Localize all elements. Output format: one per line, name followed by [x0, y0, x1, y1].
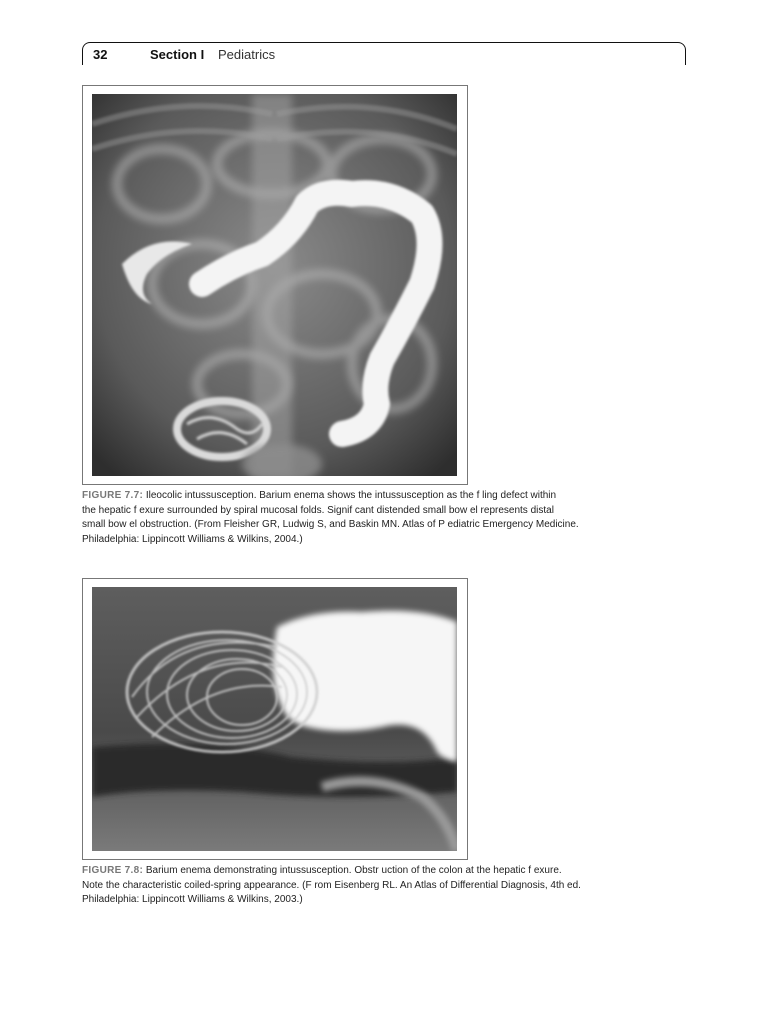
figure-7-8-frame — [82, 578, 468, 860]
figure-7-7-caption — [82, 489, 682, 547]
caption-line: Note the characteristic coiled-spring appearance. (F rom Eisenberg RL. An Atlas of Differential Diagnosis, 4th ed. — [82, 879, 581, 891]
page-number: 32 — [93, 47, 108, 62]
caption-line: small bow el obstruction. (From Fleisher GR, Ludwig S, and Baskin MN. Atlas of P ediatric Emergency Medicine. — [82, 519, 579, 530]
caption-line: the hepatic f exure surrounded by spiral mucosal folds. Signif cant distended small bow el represents distal — [82, 504, 554, 516]
caption-line — [82, 864, 682, 879]
section-title: Pediatrics — [218, 47, 276, 62]
figure-7-8-label: FIGURE 7.8: — [82, 865, 144, 876]
figure-7-8-caption — [82, 864, 682, 908]
figure-7-7-frame — [82, 85, 468, 485]
running-header — [82, 42, 686, 68]
caption-line: Philadelphia: Lippincott Williams & Wilkins, 2004.) — [82, 533, 303, 545]
caption-line: Philadelphia: Lippincott Williams & Wilkins, 2003.) — [82, 894, 303, 905]
caption-line — [82, 489, 682, 504]
caption-text: Barium enema demonstrating intussusception. Obstr uction of the colon at the hepatic f exure. — [143, 865, 562, 876]
section-label: Section I — [150, 47, 205, 62]
figure-7-7-label: FIGURE 7.7: — [82, 490, 144, 501]
figure-7-8-radiograph — [92, 587, 457, 851]
caption-text: Ileocolic intussusception. Barium enema shows the intussusception as the f ling defect within — [143, 490, 557, 501]
figure-7-7-radiograph — [92, 94, 457, 476]
